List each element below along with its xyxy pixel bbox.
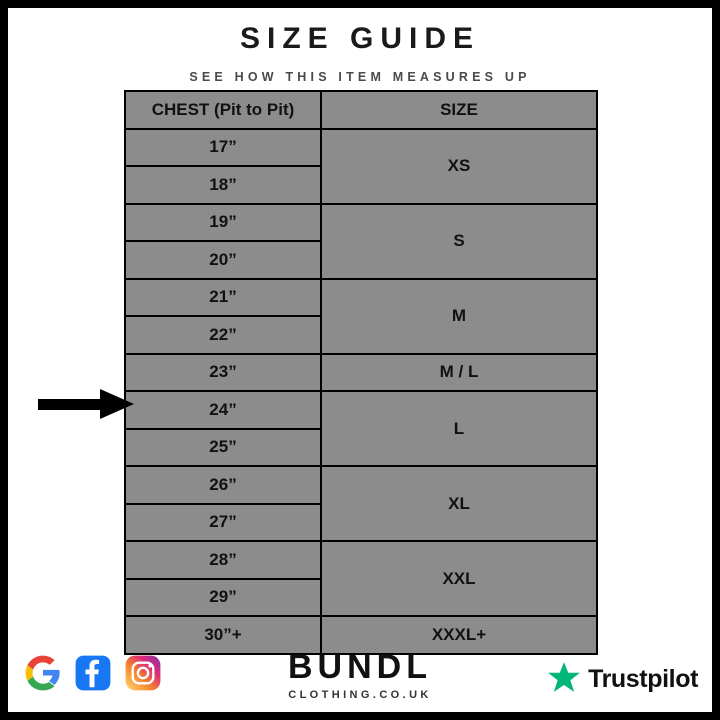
brand-domain: CLOTHING.CO.UK bbox=[288, 689, 432, 701]
size-table bbox=[124, 90, 598, 655]
chest-cell: 17” bbox=[125, 129, 321, 167]
chest-cell: 29” bbox=[125, 579, 321, 617]
table-row[interactable] bbox=[125, 204, 597, 242]
chest-cell: 28” bbox=[125, 541, 321, 579]
chest-cell: 19” bbox=[125, 204, 321, 242]
table-row[interactable] bbox=[125, 466, 597, 504]
trustpilot-star-icon bbox=[547, 660, 581, 699]
size-cell: XXXL+ bbox=[321, 616, 597, 654]
size-cell: S bbox=[321, 204, 597, 279]
column-header-chest: CHEST (Pit to Pit) bbox=[125, 91, 321, 129]
arrow-head bbox=[100, 389, 134, 419]
chest-cell: 27” bbox=[125, 504, 321, 542]
google-icon[interactable] bbox=[24, 654, 62, 692]
page-subtitle: SEE HOW THIS ITEM MEASURES UP bbox=[189, 70, 531, 84]
size-cell: M bbox=[321, 279, 597, 354]
arrow-shaft bbox=[38, 399, 106, 410]
size-cell-selected: L bbox=[321, 391, 597, 466]
chest-cell: 18” bbox=[125, 166, 321, 204]
table-header-row bbox=[125, 91, 597, 129]
chest-cell: 21” bbox=[125, 279, 321, 317]
chest-cell: 22” bbox=[125, 316, 321, 354]
chest-cell: 30”+ bbox=[125, 616, 321, 654]
table-row[interactable] bbox=[125, 129, 597, 167]
trustpilot-label: Trustpilot bbox=[588, 665, 698, 693]
size-cell: XL bbox=[321, 466, 597, 541]
chest-cell: 23” bbox=[125, 354, 321, 392]
table-row[interactable] bbox=[125, 541, 597, 579]
social-links bbox=[24, 654, 162, 692]
table-row[interactable] bbox=[125, 354, 597, 392]
size-cell: XXL bbox=[321, 541, 597, 616]
chest-cell: 20” bbox=[125, 241, 321, 279]
size-table-container bbox=[124, 90, 592, 655]
table-row[interactable] bbox=[125, 279, 597, 317]
brand-name: BUNDL bbox=[288, 648, 432, 686]
trustpilot-badge[interactable] bbox=[547, 660, 698, 699]
column-header-size: SIZE bbox=[321, 91, 597, 129]
facebook-icon[interactable] bbox=[74, 654, 112, 692]
size-cell: XS bbox=[321, 129, 597, 204]
page-title: SIZE GUIDE bbox=[239, 22, 481, 55]
chest-cell-selected: 24” bbox=[125, 391, 321, 429]
selection-arrow-icon bbox=[38, 389, 134, 419]
size-cell: M / L bbox=[321, 354, 597, 392]
chest-cell: 25” bbox=[125, 429, 321, 467]
footer bbox=[8, 636, 712, 712]
table-row-selected[interactable] bbox=[125, 391, 597, 429]
instagram-icon[interactable] bbox=[124, 654, 162, 692]
chest-cell: 26” bbox=[125, 466, 321, 504]
size-guide-card bbox=[8, 8, 712, 712]
